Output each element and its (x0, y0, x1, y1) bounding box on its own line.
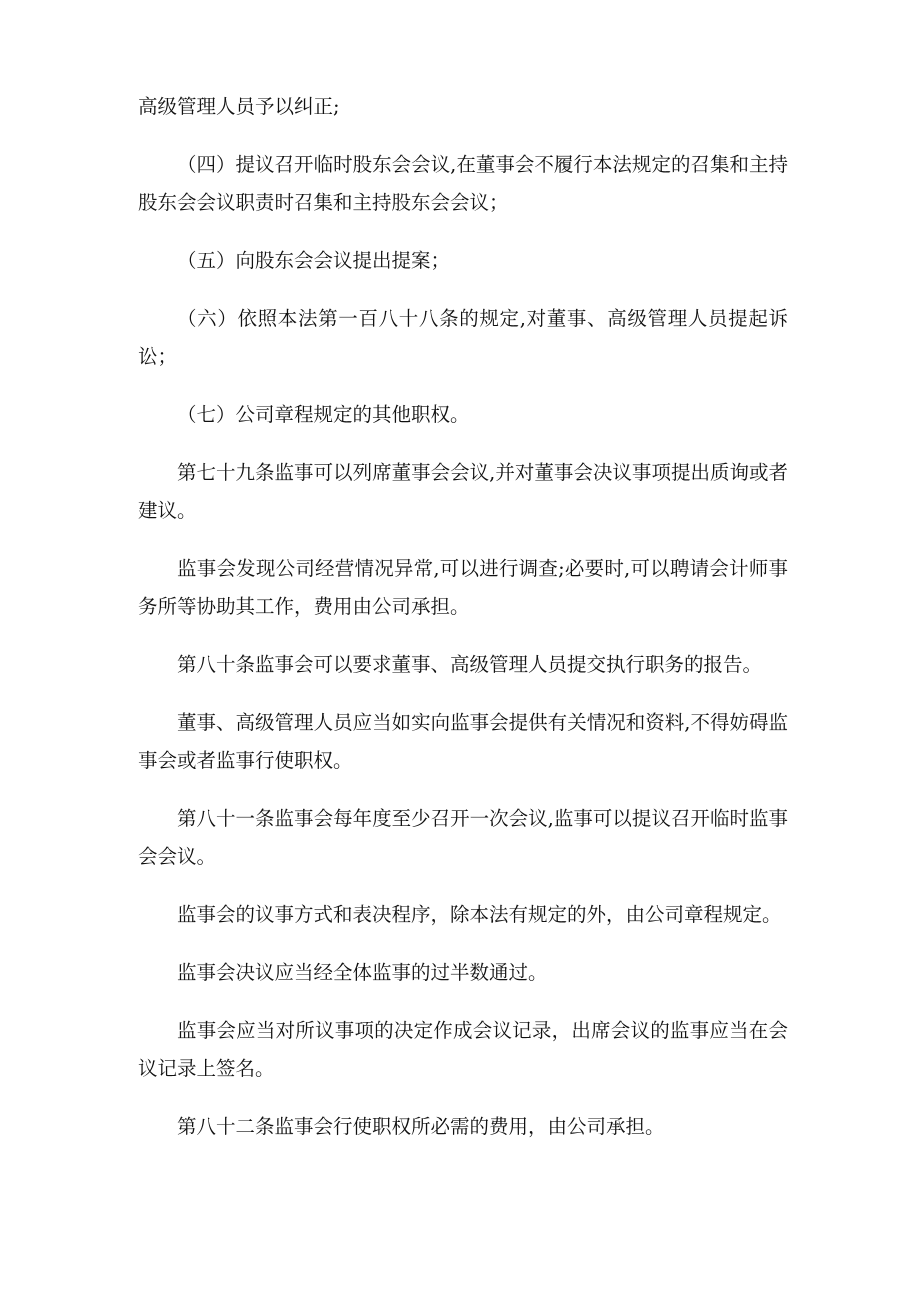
paragraph-continuation: 高级管理人员予以纠正; (138, 95, 340, 118)
paragraph-item-7: （七）公司章程规定的其他职权。 (177, 403, 470, 426)
paragraph-article-80-clause-2: 董事、高级管理人员应当如实向监事会提供有关情况和资料,不得妨碍监事会或者监事行使职权。 (138, 711, 788, 772)
paragraph-article-80: 第八十条监事会可以要求董事、高级管理人员提交执行职务的报告。 (177, 653, 763, 676)
paragraph-item-6: （六）依照本法第一百八十八条的规定,对董事、高级管理人员提起诉讼； (138, 307, 788, 368)
paragraph-article-81-clause-4: 监事会应当对所议事项的决定作成会议记录，出席会议的监事应当在会议记录上签名。 (138, 1019, 788, 1080)
paragraph-item-5: （五）向股东会会议提出提案； (177, 249, 451, 272)
paragraph-article-79: 第七十九条监事可以列席董事会会议,并对董事会决议事项提出质询或者建议。 (138, 461, 788, 522)
paragraph-item-4: （四）提议召开临时股东会会议,在董事会不履行本法规定的召集和主持股东会会议职责时召集和主持股东会会议； (138, 153, 788, 214)
paragraph-article-79-clause-2: 监事会发现公司经营情况异常,可以进行调查;必要时,可以聘请会计师事务所等协助其工作，费用由公司承担。 (138, 557, 788, 618)
paragraph-article-81-clause-3: 监事会决议应当经全体监事的过半数通过。 (177, 961, 548, 984)
document-body (138, 88, 788, 1166)
paragraph-article-82: 第八十二条监事会行使职权所必需的费用，由公司承担。 (177, 1115, 665, 1138)
paragraph-article-81-clause-2: 监事会的议事方式和表决程序，除本法有规定的外，由公司章程规定。 (177, 903, 782, 926)
paragraph-article-81: 第八十一条监事会每年度至少召开一次会议,监事可以提议召开临时监事会会议。 (138, 807, 788, 868)
